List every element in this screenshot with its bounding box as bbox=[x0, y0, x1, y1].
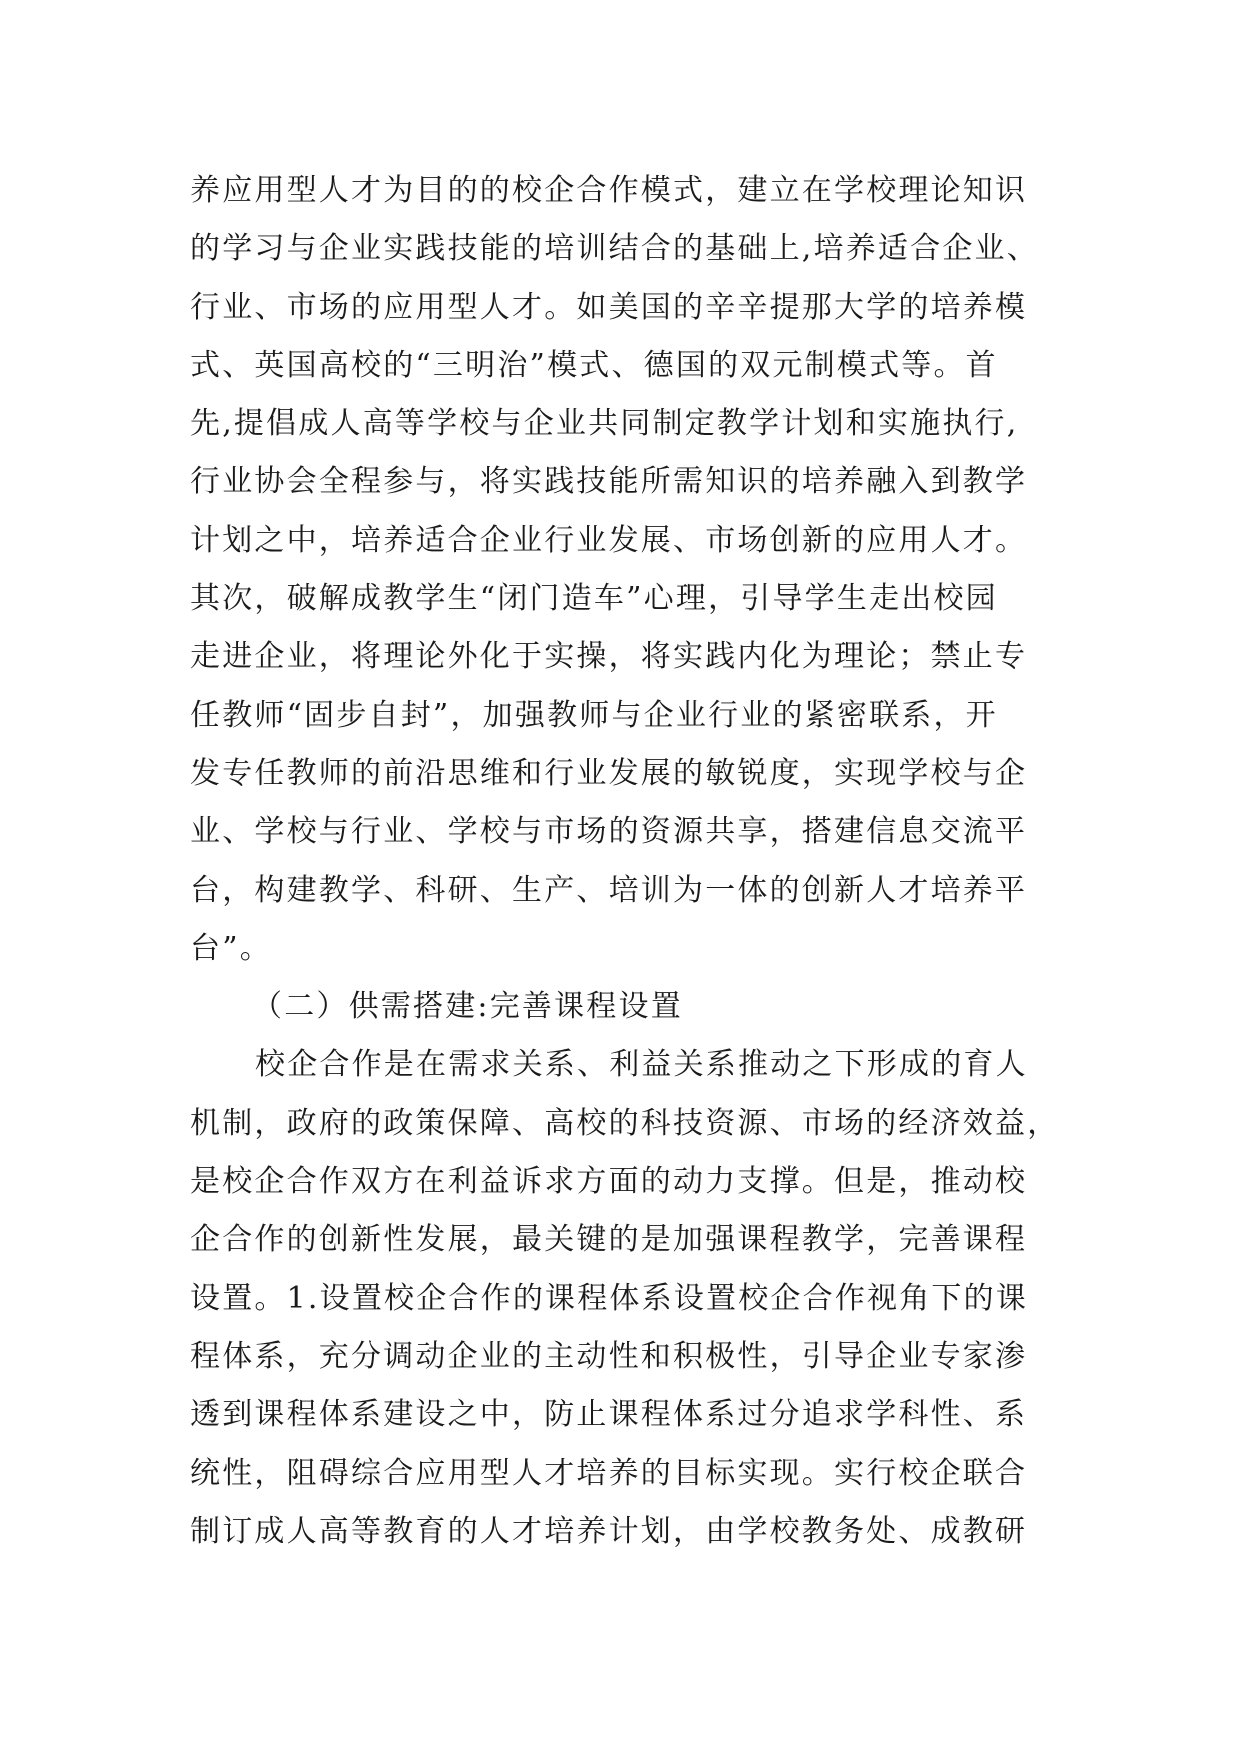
text-line: 计划之中，培养适合企业行业发展、市场创新的应用人才。 bbox=[190, 522, 1028, 558]
text-line: 业、学校与行业、学校与市场的资源共享，搭建信息交流平 bbox=[190, 814, 1028, 850]
text-line: 机制，政府的政策保障、高校的科技资源、市场的经济效益， bbox=[190, 1105, 1060, 1141]
text-line: 企合作的创新性发展，最关键的是加强课程教学，完善课程 bbox=[190, 1222, 1028, 1258]
text-line: 其次，破解成教学生“闭门造车”心理，引导学生走出校园 bbox=[190, 581, 998, 617]
text-line: 先,提倡成人高等学校与企业共同制定教学计划和实施执行, bbox=[190, 406, 1019, 442]
text-line: 制订成人高等教育的人才培养计划，由学校教务处、成教研 bbox=[190, 1513, 1028, 1549]
body-text bbox=[190, 162, 1090, 1561]
text-line: 设置。1.设置校企合作的课程体系设置校企合作视角下的课 bbox=[190, 1280, 1029, 1316]
text-line: 发专任教师的前沿思维和行业发展的敏锐度，实现学校与企 bbox=[190, 755, 1028, 791]
text-line: 台”。 bbox=[190, 930, 272, 966]
text-line: 行业协会全程参与，将实践技能所需知识的培养融入到教学 bbox=[190, 464, 1028, 500]
text-line: 是校企合作双方在利益诉求方面的动力支撑。但是，推动校 bbox=[190, 1164, 1028, 1200]
text-line: 统性，阻碍综合应用型人才培养的目标实现。实行校企联合 bbox=[190, 1455, 1028, 1491]
text-line: 的学习与企业实践技能的培训结合的基础上,培养适合企业、 bbox=[190, 231, 1039, 267]
text-line: 行业、市场的应用型人才。如美国的辛辛提那大学的培养模 bbox=[190, 289, 1028, 325]
text-line: 式、英国高校的“三明治”模式、德国的双元制模式等。首 bbox=[190, 347, 998, 383]
section-heading: （二）供需搭建:完善课程设置 bbox=[252, 989, 683, 1025]
text-line: 程体系，充分调动企业的主动性和积极性，引导企业专家渗 bbox=[190, 1338, 1028, 1374]
paragraph-first-line: 校企合作是在需求关系、利益关系推动之下形成的育人 bbox=[255, 1047, 1028, 1083]
text-line: 台，构建教学、科研、生产、培训为一体的创新人才培养平 bbox=[190, 872, 1028, 908]
text-line: 走进企业，将理论外化于实操，将实践内化为理论；禁止专 bbox=[190, 639, 1028, 675]
text-line: 透到课程体系建设之中，防止课程体系过分追求学科性、系 bbox=[190, 1397, 1028, 1433]
text-line: 养应用型人才为目的的校企合作模式，建立在学校理论知识 bbox=[190, 173, 1028, 208]
text-line: 任教师“固步自封”，加强教师与企业行业的紧密联系，开 bbox=[190, 697, 998, 733]
